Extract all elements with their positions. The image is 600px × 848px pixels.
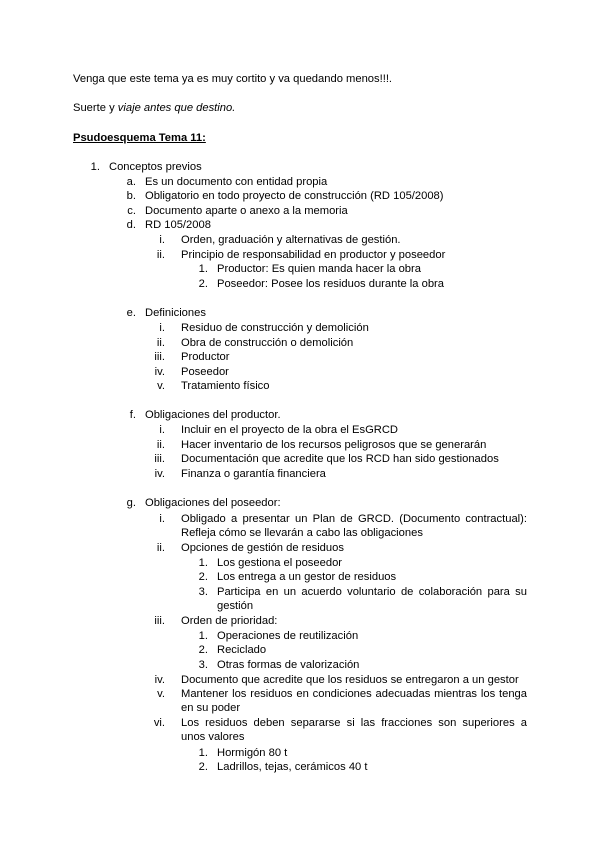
list-item: Finanza o garantía financiera [181, 468, 326, 480]
list-marker: 1. [198, 747, 208, 759]
list-item: RD 105/2008 [145, 219, 211, 231]
list-marker: a. [126, 176, 136, 188]
intro-line-2-prefix: Suerte y [73, 102, 118, 114]
list-item: Los gestiona el poseedor [217, 557, 343, 569]
list-marker: 1. [198, 557, 208, 569]
list-marker: iv. [154, 366, 165, 378]
list-marker: 1. [198, 630, 208, 642]
list-item: Obligaciones del poseedor: [145, 497, 281, 509]
list-item: Definiciones [145, 307, 206, 319]
list-item: Los residuos deben separarse si las fracciones son superiores a unos valores [181, 717, 527, 743]
list-marker: ii. [156, 249, 165, 261]
list-item: Operaciones de reutilización [217, 630, 359, 642]
list-marker: 2. [198, 761, 208, 773]
list-item: Los entrega a un gestor de residuos [217, 571, 397, 583]
list-marker: i. [159, 322, 165, 334]
list-marker: v. [157, 380, 165, 392]
list-item: Participa en un acuerdo voluntario de colaboración para su gestión [217, 586, 527, 612]
list-item: Orden de prioridad: [181, 615, 278, 627]
list-item: Productor [181, 351, 230, 363]
list-marker: v. [157, 688, 165, 700]
list-marker: 1. [90, 161, 100, 173]
list-marker: iii. [154, 615, 165, 627]
list-marker: f. [129, 409, 136, 421]
list-marker: vi. [153, 717, 165, 729]
list-marker: 3. [198, 586, 208, 598]
list-marker: i. [159, 234, 165, 246]
list-item: Obligado a presentar un Plan de GRCD. (Documento contractual): Refleja cómo se llevarán a cabo las obligaciones [181, 513, 527, 539]
list-marker: e. [126, 307, 136, 319]
list-marker: 1. [198, 263, 208, 275]
list-item: Poseedor [181, 366, 229, 378]
list-item: Poseedor: Posee los residuos durante la obra [217, 278, 445, 290]
list-marker: g. [126, 497, 136, 509]
list-item: Hormigón 80 t [217, 747, 288, 759]
list-marker: i. [159, 513, 165, 525]
list-marker: 2. [198, 644, 208, 656]
list-item: Hacer inventario de los recursos peligrosos que se generarán [181, 439, 487, 451]
intro-line-2-italic: viaje antes que destino. [117, 102, 236, 114]
list-marker: b. [126, 190, 136, 202]
list-item: Incluir en el proyecto de la obra el EsGRCD [181, 424, 399, 436]
intro-line-2 [73, 101, 235, 115]
list-item: Principio de responsabilidad en productor y poseedor [181, 249, 446, 261]
list-item: Otras formas de valorización [217, 659, 360, 671]
list-marker: 2. [198, 571, 208, 583]
list-marker: ii. [156, 542, 165, 554]
list-marker: iv. [154, 674, 165, 686]
list-item: Documento aparte o anexo a la memoria [145, 205, 348, 217]
list-item: Ladrillos, tejas, cerámicos 40 t [217, 761, 368, 773]
list-item: Tratamiento físico [181, 380, 270, 392]
list-item: Conceptos previos [109, 161, 202, 173]
list-item: Reciclado [217, 644, 267, 656]
list-item: Obligaciones del productor. [145, 409, 281, 421]
list-item: Obligatorio en todo proyecto de construcción (RD 105/2008) [145, 190, 444, 202]
list-item: Opciones de gestión de residuos [181, 542, 344, 554]
list-item: Obra de construcción o demolición [181, 337, 354, 349]
list-marker: 3. [198, 659, 208, 671]
page-title: Psudoesquema Tema 11: [73, 132, 206, 144]
list-item: Documento que acredite que los residuos se entregaron a un gestor [181, 674, 519, 686]
list-marker: d. [126, 219, 136, 231]
list-marker: c. [127, 205, 136, 217]
list-marker: ii. [156, 439, 165, 451]
list-marker: ii. [156, 337, 165, 349]
list-item: Es un documento con entidad propia [145, 176, 328, 188]
list-marker: 2. [198, 278, 208, 290]
intro-line-1: Venga que este tema ya es muy cortito y va quedando menos!!!. [73, 73, 393, 85]
list-item: Orden, graduación y alternativas de gestión. [181, 234, 401, 246]
list-item: Residuo de construcción y demolición [181, 322, 369, 334]
list-marker: iii. [154, 453, 165, 465]
list-marker: i. [159, 424, 165, 436]
list-marker: iv. [154, 468, 165, 480]
list-item: Documentación que acredite que los RCD han sido gestionados [181, 453, 499, 465]
list-marker: iii. [154, 351, 165, 363]
list-item: Mantener los residuos en condiciones adecuadas mientras los tenga en su poder [181, 688, 527, 714]
list-item: Productor: Es quien manda hacer la obra [217, 263, 421, 275]
